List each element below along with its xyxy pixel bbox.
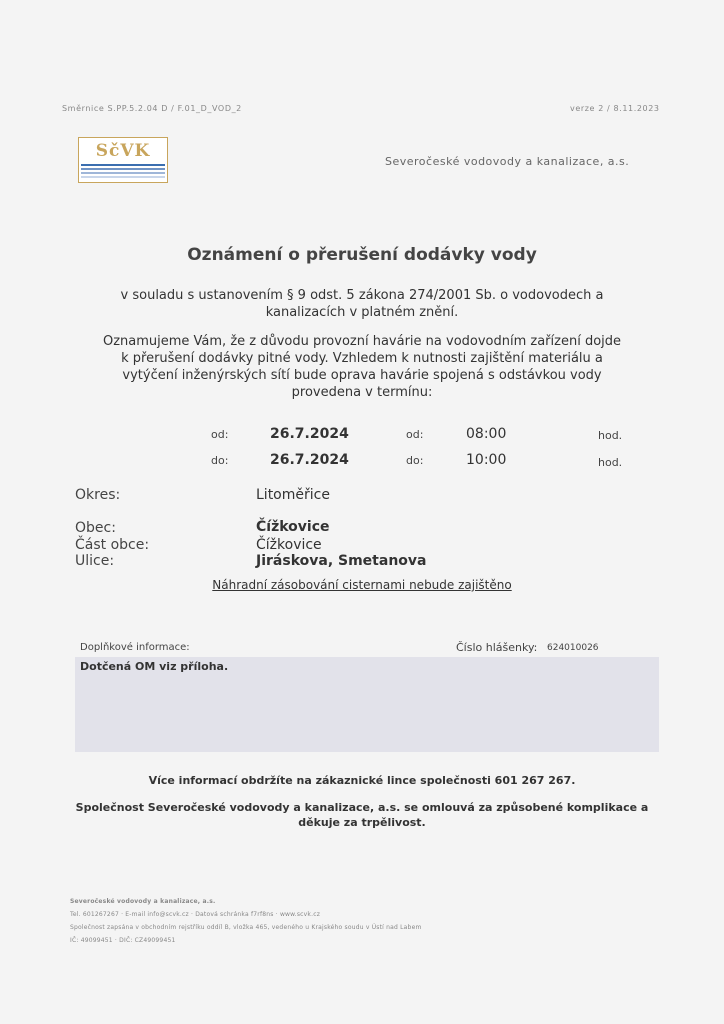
logo-stripes [81,164,165,180]
okres-label: Okres: [75,487,121,503]
legal-line-2: kanalizacích v platném znění. [265,305,459,320]
body-line-2: k přerušení dodávky pitné vody. Vzhledem k nutnosti zajištění materiálu a [121,351,603,366]
to-time-label: do: [406,454,424,467]
footer-company: Severočeské vodovody a kanalizace, a.s. [70,898,216,905]
apology-line-2: děkuje za trpělivost. [298,816,426,829]
obec-label: Obec: [75,520,116,536]
report-number-label: Číslo hlášenky: [456,641,538,654]
to-unit: hod. [598,456,623,469]
cast-obce-value: Čížkovice [256,537,322,553]
from-date: 26.7.2024 [270,426,349,442]
logo-text: SčVK [95,141,151,161]
legal-line-1: v souladu s ustanovením § 9 odst. 5 zákona 274/2001 Sb. o vodovodech a [120,288,604,303]
company-name: Severočeské vodovody a kanalizace, a.s. [385,155,630,168]
additional-info-label: Doplňkové informace: [80,642,190,653]
to-date: 26.7.2024 [270,452,349,468]
apology-line-1: Společnost Severočeské vodovody a kanalizace, a.s. se omlouvá za způsobené komplikace a [75,801,649,814]
ulice-value: Jiráskova, Smetanova [256,553,427,569]
from-time: 08:00 [466,426,507,442]
directive-code: Směrnice S.PP.5.2.04 D / F.01_D_VOD_2 [62,104,242,113]
cast-obce-label: Část obce: [75,537,150,553]
footer-contacts: Tel. 601267267 · E-mail info@scvk.cz · Datová schránka f7rf8ns · www.scvk.cz [70,911,321,918]
okres-value: Litoměřice [256,487,330,503]
body-line-4: provedena v termínu: [291,385,433,400]
additional-info-text: Dotčená OM viz příloha. [80,660,229,673]
from-date-label: od: [211,428,229,441]
to-time: 10:00 [466,452,507,468]
footer-registry: Společnost zapsána v obchodním rejstříku oddíl B, vložka 465, vedeného u Krajského soudu v Ústí nad Labem [70,924,422,931]
replacement-supply-notice: Náhradní zásobování cisternami nebude zajištěno [212,578,512,592]
body-line-1: Oznamujeme Vám, že z důvodu provozní havárie na vodovodním zařízení dojde [102,334,622,349]
to-date-label: do: [211,454,229,467]
from-time-label: od: [406,428,424,441]
report-number: 624010026 [547,643,599,653]
obec-value: Čížkovice [256,519,330,535]
from-unit: hod. [598,429,623,442]
body-line-3: vytýčení inženýrských sítí bude oprava havárie spojená s odstávkou vody [122,368,602,383]
contact-line: Více informací obdržíte na zákaznické lince společnosti 601 267 267. [148,774,576,787]
ulice-label: Ulice: [75,553,115,569]
scvk-logo [78,137,168,183]
version-info: verze 2 / 8.11.2023 [570,104,660,113]
document-title: Oznámení o přerušení dodávky vody [187,245,537,265]
footer-ids: IČ: 49099451 · DIČ: CZ49099451 [70,937,176,944]
